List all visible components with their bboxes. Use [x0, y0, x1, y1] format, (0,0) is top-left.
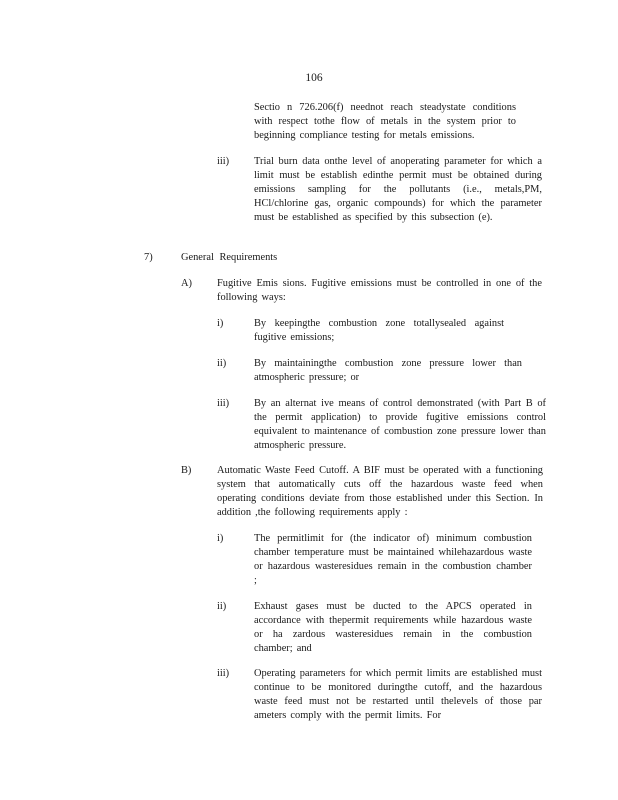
item-b-iii-text: Operating parameters for which permit limits are established must continue to be monitored duringthe cutoff, and the hazardous waste feed must not be restarted until thelevels of those par ameters comply with the permit limits. For: [254, 668, 542, 721]
item-a-i-text: By keepingthe combustion zone totallysealed against fugitive emissions;: [254, 318, 504, 343]
page-number: 106: [305, 72, 323, 84]
item-b-i-marker: i): [217, 533, 224, 544]
item-a-iii-text: By an alternat ive means of control demonstrated (with Part B of the permit application) to provide fugitive emissions control equivalent to maintenance of combustion zone pressure lower than atmospheric pressure.: [254, 398, 546, 451]
subsection-a-marker: A): [181, 278, 192, 289]
item-marker-iii: iii): [217, 156, 230, 167]
item-a-iii-marker: iii): [217, 398, 230, 409]
subsection-b-marker: B): [181, 465, 192, 476]
item-b-iii-marker: iii): [217, 668, 230, 679]
item-a-i-marker: i): [217, 318, 224, 329]
waste-feed-cutoff-paragraph: Automatic Waste Feed Cutoff. A BIF must be operated with a functioning system that automatically cuts off the hazardous waste feed when operating conditions deviate from those established under this Section. In addition ,the following requirements apply :: [217, 465, 543, 518]
item-a-ii-text: By maintainingthe combustion zone pressure lower than atmospheric pressure; or: [254, 358, 522, 383]
section-7-marker: 7): [144, 252, 153, 263]
continuation-paragraph: Sectio n 726.206(f) neednot reach steadystate conditions with respect tothe flow of metals in the system prior to beginning compliance testing for metals emissions.: [254, 102, 516, 141]
item-b-ii-text: Exhaust gases must be ducted to the APCS operated in accordance with thepermit requirements while hazardous waste or ha zardous wasteresidues remain in the combustion chamber; and: [254, 601, 532, 654]
trial-burn-paragraph: Trial burn data onthe level of anoperating parameter for which a limit must be establish edinthe permit must be obtained during emissions sampling for the pollutants (i.e., metals,PM, HCl/chlorine gas, organic compounds) for which the parameter must be established as specified by this subsection (e).: [254, 156, 542, 223]
section-7-heading: General Requirements: [181, 252, 278, 263]
item-a-ii-marker: ii): [217, 358, 227, 369]
fugitive-emissions-paragraph: Fugitive Emis sions. Fugitive emissions must be controlled in one of the following ways:: [217, 278, 542, 303]
item-b-ii-marker: ii): [217, 601, 227, 612]
item-b-i-text: The permitlimit for (the indicator of) minimum combustion chamber temperature must be maintained whilehazardous waste or hazardous wasteresidues remain in the combustion chamber ;: [254, 533, 532, 586]
